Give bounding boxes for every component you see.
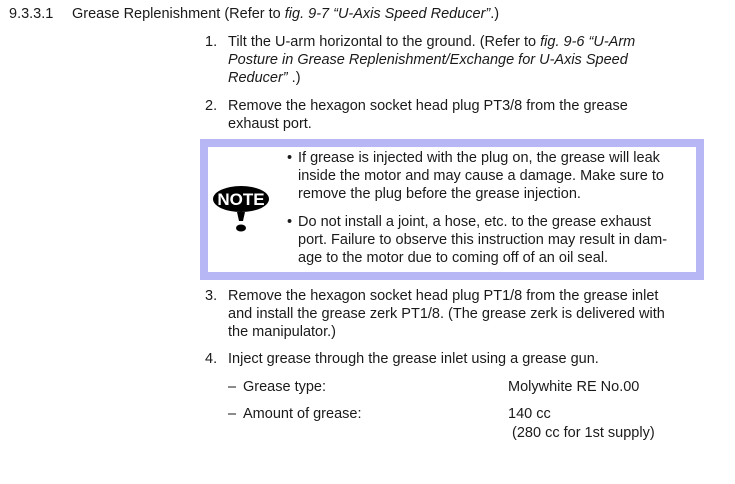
step-2-number: 2. [205, 98, 218, 114]
note-item-line: Do not install a joint, a hose, etc. to the grease exhaust [298, 214, 652, 230]
step-2-line: Remove the hexagon socket head plug PT3/8 from the grease [228, 98, 628, 114]
note-icon [211, 185, 271, 235]
section-number: 9.3.3.1 [9, 6, 54, 22]
spec-value-grease-type: Molywhite RE No.00 [508, 379, 640, 395]
step-1-number: 1. [205, 34, 218, 50]
step-1-line: Posture in Grease Replenishment/Exchange for U-Axis Speed [228, 52, 628, 68]
note-item-line: If grease is injected with the plug on, the grease will leak [298, 150, 660, 166]
note-item-line: age to the motor due to coming off of an oil seal. [298, 250, 609, 266]
step-3-line: the manipulator.) [228, 324, 337, 340]
step-1-line-1-text: Tilt the U-arm horizontal to the ground. (Refer to [228, 34, 541, 50]
step-1-line-3-after: .) [287, 70, 301, 86]
step-1-figure-ref: fig. 9-6 “U-Arm [540, 34, 636, 50]
spec-label-grease-type: Grease type: [243, 379, 327, 395]
section-figure-ref: fig. 9-7 “U-Axis Speed Reducer” [284, 6, 491, 22]
step-1-line [228, 33, 635, 51]
note-bullet: • [287, 214, 293, 230]
note-bullet: • [287, 150, 293, 166]
spec-label-amount: Amount of grease: [243, 406, 362, 422]
step-3-number: 3. [205, 288, 218, 304]
spec-value-amount-note: (280 cc for 1st supply) [508, 425, 655, 441]
step-1-line [228, 69, 301, 87]
step-3-line: Remove the hexagon socket head plug PT1/8 from the grease inlet [228, 288, 659, 304]
section-title-end: .) [490, 6, 500, 22]
note-item-line: inside the motor and may cause a damage. Make sure to [298, 168, 664, 184]
step-1-figure-ref-end: Reducer” [228, 70, 288, 86]
section-title [72, 5, 499, 23]
step-4-line: Inject grease through the grease inlet using a grease gun. [228, 351, 599, 367]
spec-dash: – [228, 379, 237, 395]
note-label: NOTE [217, 190, 265, 209]
step-2-line: exhaust port. [228, 116, 312, 132]
note-item-line: remove the plug before the grease injection. [298, 186, 581, 202]
section-title-text: Grease Replenishment (Refer to [72, 6, 285, 22]
spec-dash: – [228, 406, 237, 422]
step-3-line: and install the grease zerk PT1/8. (The grease zerk is delivered with [228, 306, 665, 322]
step-4-number: 4. [205, 351, 218, 367]
spec-value-amount: 140 cc [508, 406, 551, 422]
note-item-line: port. Failure to observe this instruction may result in dam- [298, 232, 668, 248]
